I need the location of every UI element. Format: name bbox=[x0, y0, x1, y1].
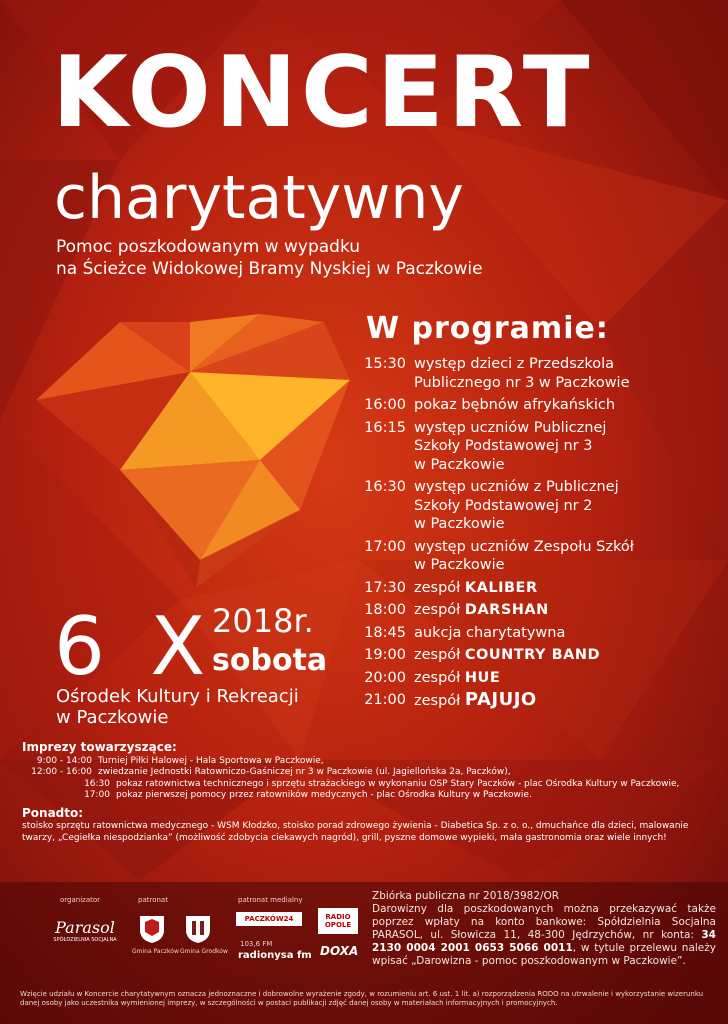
side-event-text: pokaz pierwszej pomocy przez ratowników medycznych - plac Ośrodka Kultury w Paczkowie. bbox=[116, 790, 532, 800]
side-event-time: 17:00 bbox=[84, 790, 110, 800]
program-time: 20:00 bbox=[364, 669, 406, 686]
legal-notice: Wzięcie udziału w Koncercie charytatywnym oznacza jednoznaczne i dobrowolne wyrażenie zgody, w rozumieniu art. 6 ust. 1 lit. a) rozporządzenia RODO na utrwalenie i wykorzystanie wizerunku danej osoby jako uczestnika wymienionej imprezy, w szczególności w postaci publikacji zdjęć danej osoby w materiałach informacyjnych i promocyjnych. bbox=[20, 990, 704, 1007]
program-desc-line: aukcja charytatywna bbox=[414, 624, 566, 641]
program-desc bbox=[414, 601, 710, 620]
program-time: 16:30 bbox=[364, 479, 406, 495]
program-desc-line: w Paczkowie bbox=[414, 456, 505, 473]
program-item bbox=[360, 669, 710, 688]
radio-frequency: 103,6 FM bbox=[240, 940, 273, 948]
band-prefix: zespół bbox=[414, 693, 461, 709]
band-name: DARSHAN bbox=[464, 602, 549, 618]
date-day: 6 X bbox=[54, 600, 216, 693]
program-desc-line: występ uczniów Zespołu Szkół bbox=[414, 538, 634, 555]
subtitle: charytatywny bbox=[54, 163, 464, 233]
program-item bbox=[360, 396, 710, 415]
paczkow24-logo: PACZKÓW24 bbox=[236, 912, 302, 926]
more-text: stoisko sprzętu ratownictwa medycznego - WSM Kłodzko, stoisko porad zdrowego żywienia - Diabetica Sp. z o. o., dmuchańce dla dzieci, malowanie twarzy, „Cegiełka niespodzianka” (możliwość zdobycia ciekawych nagród), grill, pyszne domowe wypieki, mała gastronomia oraz wiele innych! bbox=[22, 821, 689, 843]
program-desc-line: w Paczkowie bbox=[414, 516, 505, 532]
side-event-text: Turniej Piłki Halowej - Hala Sportowa w Paczkowie, bbox=[98, 755, 324, 766]
doxa-logo: DOXA bbox=[320, 944, 359, 958]
organizer-sub: SPÓŁDZIELNIA SOCJALNA bbox=[53, 937, 117, 943]
band-name: HUE bbox=[464, 669, 501, 686]
side-event-time: 12:00 - 16:00 bbox=[31, 767, 92, 777]
side-event-row bbox=[22, 767, 712, 779]
program-time: 16:15 bbox=[364, 419, 406, 436]
band-prefix: zespół bbox=[414, 579, 461, 596]
program-desc bbox=[414, 691, 710, 711]
program-desc bbox=[414, 646, 710, 665]
program-desc-line: Szkoły Podstawowej nr 2 bbox=[414, 497, 593, 514]
program-item bbox=[360, 579, 710, 598]
description-line: Pomoc poszkodowanym w wypadku bbox=[56, 237, 361, 257]
collection-number: Zbiórka publiczna nr 2018/3982/OR bbox=[372, 890, 560, 902]
band-name: PAJUJO bbox=[464, 689, 537, 710]
organizer-name: Parasol bbox=[55, 918, 115, 937]
venue-line: w Paczkowie bbox=[56, 707, 169, 728]
radio-opole-logo: RADIO OPOLE bbox=[318, 908, 358, 934]
program-item bbox=[360, 538, 710, 575]
band-prefix: zespół bbox=[414, 647, 461, 663]
program-desc-line: Publicznego nr 3 w Paczkowie bbox=[414, 374, 630, 391]
collection-info bbox=[372, 890, 716, 968]
venue-line: Ośrodek Kultury i Rekreacji bbox=[56, 686, 299, 707]
program-item bbox=[360, 478, 710, 534]
program-desc bbox=[414, 579, 710, 598]
side-events bbox=[22, 742, 712, 844]
venue bbox=[56, 686, 299, 728]
program-time: 17:00 bbox=[364, 538, 406, 555]
patron-name: Gmina Paczków bbox=[132, 948, 179, 955]
program-time: 18:00 bbox=[364, 602, 406, 618]
program-time: 17:30 bbox=[364, 579, 406, 596]
bank-account: 34 2130 0004 2001 0653 5066 0011 bbox=[372, 929, 716, 954]
program-time: 18:45 bbox=[364, 624, 406, 641]
more-heading: Ponadto: bbox=[22, 805, 84, 820]
program-time: 21:00 bbox=[364, 692, 406, 708]
gmina-paczkow-crest-icon bbox=[136, 914, 168, 944]
side-event-row bbox=[22, 790, 712, 802]
program-desc bbox=[414, 624, 710, 643]
program-item bbox=[360, 601, 710, 620]
collection-text-2: , w tytule przelewu należy wpisać „Darowizna - pomoc poszkodowanym w Paczkowie”. bbox=[372, 942, 716, 967]
radionysa-logo: radionysa fm bbox=[238, 950, 312, 961]
description bbox=[56, 236, 483, 280]
band-prefix: zespół bbox=[414, 602, 461, 618]
program-desc-line: występ uczniów Publicznej bbox=[414, 419, 607, 436]
program-desc bbox=[414, 419, 710, 475]
band-name: COUNTRY BAND bbox=[464, 647, 601, 663]
program-item bbox=[360, 355, 710, 392]
program-desc bbox=[414, 538, 710, 575]
organizer-logo bbox=[50, 918, 120, 943]
side-events-heading: Imprezy towarzyszące: bbox=[22, 740, 177, 754]
program-desc bbox=[414, 478, 710, 534]
organizer-label: organizator bbox=[60, 896, 101, 904]
title: KONCERT bbox=[52, 36, 594, 150]
date-weekday: sobota bbox=[212, 643, 328, 678]
band-name: KALIBER bbox=[464, 579, 538, 596]
gmina-grodkow-crest-icon bbox=[182, 914, 214, 944]
side-event-row bbox=[22, 756, 712, 768]
program-list bbox=[360, 355, 710, 715]
program-item bbox=[360, 646, 710, 665]
side-event-text: pokaz ratownictwa technicznego i sprzętu strażackiego w wykonaniu OSP Stary Paczków - plac Ośrodka Kultury w Paczkowie, bbox=[116, 778, 680, 789]
program-desc-line: występ dzieci z Przedszkola bbox=[414, 356, 615, 372]
program-desc-line: Szkoły Podstawowej nr 3 bbox=[414, 438, 593, 454]
side-event-time: 9:00 - 14:00 bbox=[36, 755, 92, 766]
program-desc bbox=[414, 355, 710, 392]
patron-label: patronat bbox=[138, 896, 168, 904]
program-desc-line: w Paczkowie bbox=[414, 557, 505, 573]
band-prefix: zespół bbox=[414, 669, 461, 686]
program-time: 15:30 bbox=[364, 356, 406, 372]
date-year: 2018r. bbox=[212, 602, 314, 640]
collection-text: Darowizny dla poszkodowanych można przekazywać także poprzez wpłaty na konto bankowe: Spółdzielnia Socjalna PARASOL, ul. Słowicza 11, 48-300 Jędrzychów, nr konta: bbox=[372, 903, 716, 941]
media-label: patronat medialny bbox=[238, 896, 303, 904]
program-time: 19:00 bbox=[364, 647, 406, 663]
side-event-text: zwiedzanie Jednostki Ratowniczo-Gaśniczej nr 3 w Paczkowie (ul. Jagiellońska 2a, Paczków), bbox=[98, 767, 511, 777]
program-desc-line: występ uczniów z Publicznej bbox=[414, 479, 619, 495]
program-desc-line: pokaz bębnów afrykańskich bbox=[414, 397, 616, 413]
program-item bbox=[360, 624, 710, 643]
side-event-row bbox=[22, 779, 712, 791]
description-line: na Ścieżce Widokowej Bramy Nyskiej w Paczkowie bbox=[56, 259, 483, 279]
patron-name: Gmina Grodków bbox=[180, 948, 228, 955]
program-heading: W programie: bbox=[366, 311, 609, 346]
program-time: 16:00 bbox=[364, 397, 406, 413]
program-item bbox=[360, 691, 710, 711]
program-item bbox=[360, 419, 710, 475]
program-desc bbox=[414, 669, 710, 688]
side-event-time: 16:30 bbox=[84, 778, 110, 789]
program-desc bbox=[414, 396, 710, 415]
